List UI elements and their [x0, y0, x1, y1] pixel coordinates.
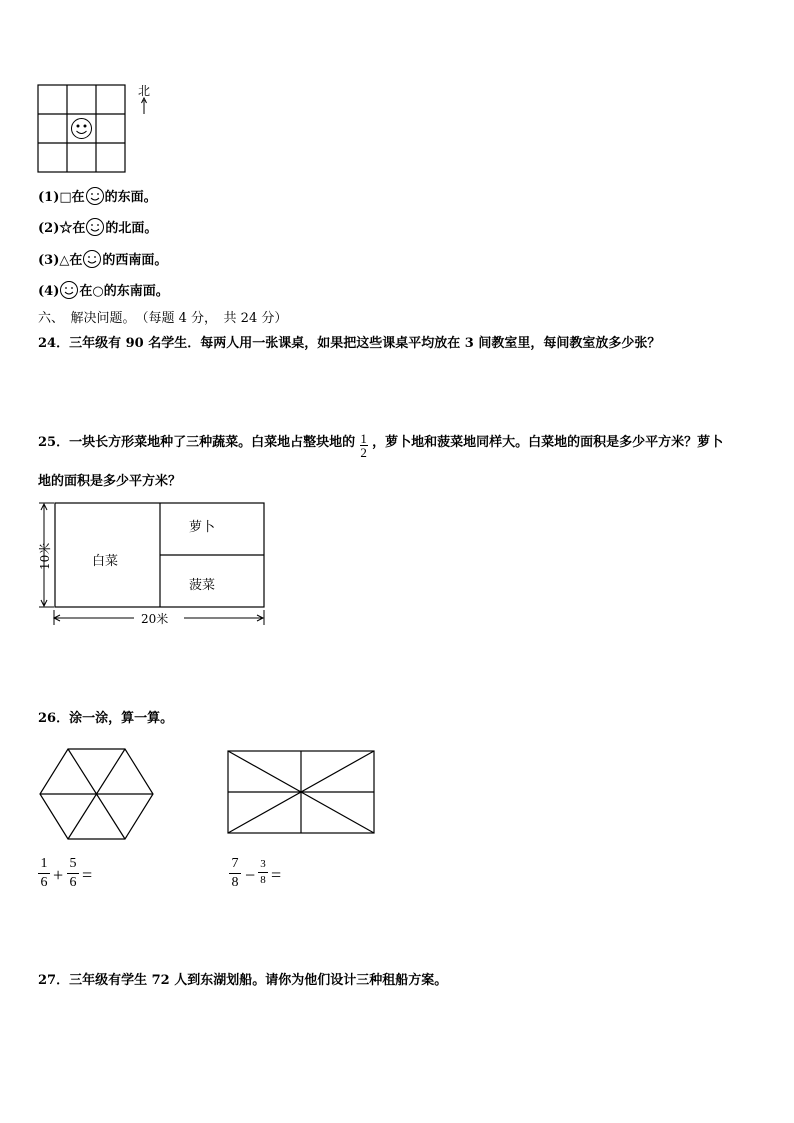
vegetable-field-diagram — [34, 498, 274, 630]
question-27: 27．三年级有学生 72 人到东湖划船。请你为他们设计三种租船方案。 — [38, 973, 448, 988]
fraction-bar — [38, 873, 50, 874]
hexagon-figure — [38, 746, 156, 842]
fraction-numerator: 5 — [69, 856, 77, 871]
fraction-numerator: 1 — [360, 431, 367, 446]
fraction-denominator: 8 — [231, 875, 239, 890]
question-5-1 — [38, 186, 157, 206]
equals-sign: = — [82, 865, 93, 885]
fraction-7-8 — [229, 856, 241, 891]
question-text-after: 的东面。 — [104, 190, 157, 205]
plus-sign: + — [53, 865, 64, 885]
fraction-half — [360, 432, 368, 459]
question-5-4 — [38, 280, 169, 300]
fraction-3-8 — [258, 858, 268, 887]
fraction-5-6 — [67, 856, 79, 891]
cabbage-label: 白菜 — [92, 554, 119, 569]
fraction-denominator: 6 — [69, 875, 77, 890]
height-label: 10米 — [38, 542, 52, 570]
question-number: (4) — [38, 284, 60, 299]
north-label: 北 — [138, 84, 151, 98]
rectangle-figure — [226, 749, 376, 835]
question-text-after: 的西南面。 — [102, 253, 168, 268]
smiley-icon — [85, 217, 105, 237]
question-25-text-a: 25．一块长方形菜地种了三种蔬菜。白菜地占整块地的 — [38, 435, 356, 450]
smiley-icon — [72, 119, 92, 139]
question-number: (3) — [38, 253, 60, 268]
fraction-numerator: 7 — [231, 856, 239, 871]
expression-2 — [229, 856, 309, 900]
question-text-before: ☆在 — [59, 221, 86, 236]
question-26: 26．涂一涂，算一算。 — [38, 711, 174, 726]
fraction-bar — [258, 872, 268, 873]
smiley-icon — [59, 280, 79, 300]
question-number: (1) — [38, 190, 60, 205]
question-number: (2) — [38, 221, 60, 236]
fraction-denominator: 6 — [40, 875, 48, 890]
fraction-numerator: 1 — [40, 856, 48, 871]
question-25-line-2: 地的面积是多少平方米？ — [38, 474, 182, 489]
question-text-after: 在○的东南面。 — [79, 284, 169, 299]
fraction-denominator: 2 — [360, 445, 367, 460]
question-25-line-1 — [38, 431, 723, 459]
width-label: 20米 — [141, 612, 169, 626]
question-25-text-b: ，萝卜地和菠菜地同样大。白菜地的面积是多少平方米？萝卜 — [372, 435, 724, 450]
question-text-before: △在 — [59, 253, 83, 268]
north-arrow-icon — [142, 98, 147, 114]
fraction-1-6 — [38, 856, 50, 891]
fraction-bar — [67, 873, 79, 874]
fraction-bar — [229, 873, 241, 874]
spinach-label: 菠菜 — [189, 578, 216, 593]
smiley-icon — [82, 249, 102, 269]
fraction-denominator: 8 — [260, 874, 266, 886]
section-heading: 六、 解决问题。 （每题 4 分， 共 24 分） — [38, 311, 288, 326]
smiley-icon — [85, 186, 105, 206]
fraction-numerator: 3 — [260, 858, 266, 870]
minus-sign: − — [245, 865, 256, 885]
radish-label: 萝卜 — [189, 520, 216, 535]
direction-grid — [36, 83, 166, 175]
question-5-2 — [38, 217, 157, 237]
question-text-after: 的北面。 — [105, 221, 158, 236]
equals-sign: = — [271, 865, 282, 885]
question-text-before: □在 — [59, 190, 85, 205]
question-24: 24．三年级有 90 名学生．每两人用一张课桌，如果把这些课桌平均放在 3 间教室里，每间教室放多少张？ — [38, 336, 661, 351]
question-5-3 — [38, 249, 167, 269]
expression-1 — [38, 856, 118, 900]
